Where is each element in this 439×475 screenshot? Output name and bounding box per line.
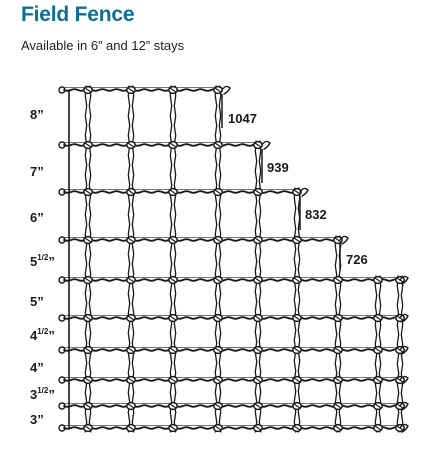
spacing-label: 6”	[30, 210, 44, 225]
style-number: 1047	[228, 111, 257, 126]
page-title: Field Fence	[21, 3, 135, 26]
spacing-label: 5”	[30, 294, 44, 309]
line-wire	[59, 346, 408, 354]
line-wire	[59, 86, 230, 94]
line-wire	[59, 141, 270, 149]
fence-stay-wire	[255, 141, 260, 432]
fence-stay-wire	[294, 188, 299, 432]
wire-end-tie	[262, 141, 270, 149]
page-subtitle: Available in 6” and 12” stays	[21, 38, 185, 53]
spacing-labels	[30, 107, 55, 427]
spacing-label: 8”	[30, 107, 44, 122]
spacing-label: $5^{1/2}$”	[30, 253, 55, 269]
line-wire	[59, 424, 408, 432]
spacing-label: $3^{1/2}$”	[30, 386, 55, 402]
style-number: 726	[346, 252, 368, 267]
style-number: 832	[305, 207, 327, 222]
line-wire	[59, 376, 408, 384]
wire-end-tie	[222, 86, 230, 94]
line-wire	[59, 236, 348, 244]
spacing-label: 3”	[30, 412, 44, 427]
spacing-label: $4^{1/2}$”	[30, 327, 55, 343]
line-wire	[59, 402, 408, 410]
line-wire	[59, 188, 308, 196]
style-number: 939	[267, 160, 289, 175]
line-wire	[59, 276, 408, 284]
spacing-label: 4”	[30, 360, 44, 375]
spacing-label: 7”	[30, 164, 44, 179]
line-wire	[59, 314, 408, 322]
